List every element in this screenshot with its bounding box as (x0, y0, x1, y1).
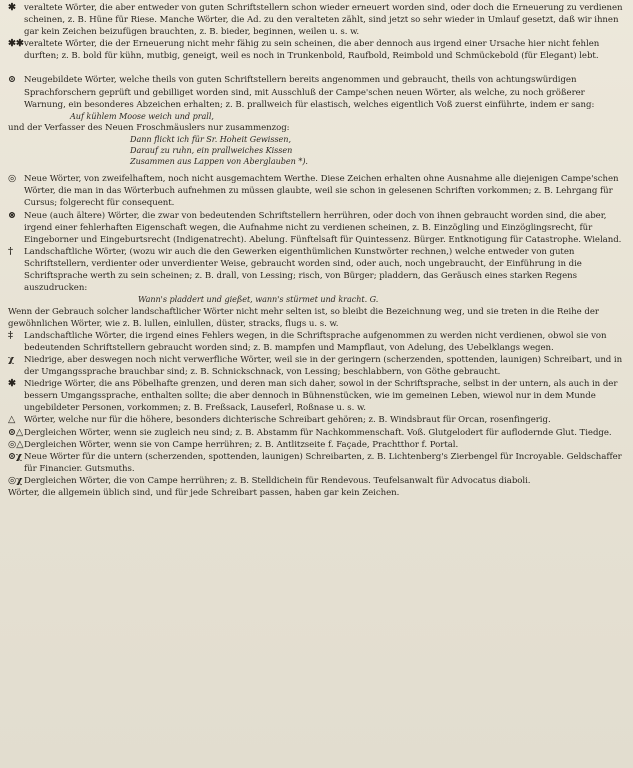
list-item (8, 173, 627, 209)
list-item (8, 306, 627, 330)
list-item (8, 145, 627, 156)
list-item (8, 487, 627, 499)
entry-text: veraltete Wörter, die aber entweder von guten Schriftstellern schon wieder erneuert worden sind, oder doch die Erneuerung zu verdienen scheinen, z. B. Hüne für Riese. Manche Wörter, die Ad. zu den veralteten zählt, sind jetzt so sehr wieder in Umlauf gesetzt, daß wir ihnen gar kein Zeichen beizufügen brauchten, z. B. bieder, beginnen, weilen u. s. w. (24, 3, 623, 38)
list-item (8, 210, 627, 246)
entry-text: Dergleichen Wörter, die von Campe herrühren; z. B. Stelldichein für Rendevous. Teufelsanwalt für Advocatus diaboli. (24, 475, 531, 486)
entry-text: Zusammen aus Lappen von Aberglauben *). (130, 156, 308, 167)
list-item (8, 439, 627, 451)
symbol-mark: † (8, 245, 13, 257)
symbol-mark: ⊙χ (8, 450, 23, 462)
entry-text: Neue (auch ältere) Wörter, die zwar von bedeutenden Schriftstellern herrühren, oder doch von ihnen gebraucht worden sind, die aber, irgend einer fehlerhaften Eigenschaft wegen, die Aufnahme nicht zu verdienen scheinen, z. B. Einzögling und Einzöglingsrecht, für Eingeborner und Eingeburtsrecht (Indigenatrecht). Abelung. Fünftelsaft für Quintessenz. Bürger. Entknotigung für Catastrophe. Wieland. (24, 210, 622, 245)
entry-text: Dergleichen Wörter, wenn sie zugleich neu sind; z. B. Abstamm für Nachkommenschaft. Voß. Glutgelodert für auflodernde Glut. Tiedge. (24, 427, 612, 438)
symbol-mark: ⊙ (8, 74, 16, 86)
entry-text: Wenn der Gebrauch solcher landschaftlicher Wörter nicht mehr selten ist, so bleibt die Bezeichnung weg, und sie treten in die Reihe der gewöhnlichen Wörter, wie z. B. lullen, einlullen, düster, stracks, flugs u. s. w. (8, 306, 599, 329)
symbol-mark: △ (8, 414, 16, 426)
symbol-mark: χ (8, 353, 15, 365)
list-item (8, 122, 627, 134)
entry-text: Wann's pladdert und gießet, wann's stürmet und kracht. G. (138, 294, 379, 305)
list-item (8, 111, 627, 122)
list-item (8, 378, 627, 414)
entry-text: Wörter, welche nur für die höhere, besonders dichterische Schreibart gehören; z. B. Windsbraut für Orcan, rosenfingerig. (24, 415, 551, 426)
list-item (8, 414, 627, 426)
symbol-mark: ◎△ (8, 438, 24, 450)
symbol-mark: ‡ (8, 329, 13, 341)
symbol-mark: ✱ (8, 2, 16, 13)
list-item (8, 2, 627, 38)
symbol-mark: ✱✱ (8, 38, 24, 50)
entry-text: Neugebildete Wörter, welche theils von guten Schriftstellern bereits angenommen und gebraucht, theils von achtungswürdigen Sprachforschern geprüft und gebilliget worden sind, mit Ausschluß der Campe'schen neuen Wörter, als welche, zu noch größerer Warnung, ein besonderes Abzeichen erhalten; z. B. prallweich für elastisch, welches eigentlich Voß zuerst einführte, indem er sang: (24, 75, 595, 110)
entry-text: Landschaftliche Wörter, die irgend eines Fehlers wegen, in die Schriftsprache aufgenommen zu werden nicht verdienen, obwol sie von bedeutenden Schriftstellern gebraucht worden sind; z. B. mampfen und Mampflaut, von Adelung, des Uebelklangs wegen. (24, 330, 607, 353)
symbol-mark: ◎ (8, 173, 17, 185)
symbol-mark: ✱ (8, 378, 16, 390)
entry-text: Auf kühlem Moose weich und prall, (70, 110, 214, 121)
list-item (8, 134, 627, 145)
entry-text: Niedrige, aber deswegen noch nicht verwerfliche Wörter, weil sie in der geringern (scherzenden, spottenden, launigen) Schreibart, und in der Umgangssprache brauchbar sind; z. B. Schnickschnack, von Lessing; beschlabbern, von Göthe gebraucht. (24, 354, 623, 378)
list-item (8, 427, 627, 439)
entry-text: und der Verfasser des Neuen Froschmäuslers nur zusammenzog: (8, 123, 290, 134)
list-item (8, 294, 627, 305)
symbol-mark: ⊗ (8, 209, 16, 221)
entry-text: Wörter, die allgemein üblich sind, und für jede Schreibart passen, haben gar kein Zeichen. (8, 488, 400, 498)
list-item (8, 330, 627, 354)
list-item (8, 74, 627, 110)
symbol-mark: ⊙△ (8, 426, 24, 438)
list-item (8, 38, 627, 62)
symbol-mark: ◎χ (8, 474, 23, 486)
list-item (8, 246, 627, 294)
entry-text: Neue Wörter, von zweifelhaftem, noch nicht ausgemachtem Werthe. Diese Zeichen erhalten ohne Ausnahme alle diejenigen Campe'schen Wörter, die man in das Wörterbuch aufnehmen zu müssen glaubte, weil sie schon in gelesenen Schriften vorkommen; z. B. Lehrgang für Cursus; folgerecht für consequent. (24, 174, 619, 209)
list-item (8, 451, 627, 475)
entry-text: Neue Wörter für die untern (scherzenden, spottenden, launigen) Schreibarten, z. B. Lichtenberg's Zierbengel für Incroyable. Geldschaffer für Financier. Gutsmuths. (24, 451, 622, 474)
list-item (8, 354, 627, 378)
entry-text: Darauf zu ruhn, ein prallweiches Kissen (130, 145, 293, 156)
entry-text: Niedrige Wörter, die ans Pöbelhafte grenzen, und deren man sich daher, sowol in der Schriftsprache, selbst in der untern, als auch in der bessern Umgangssprache, enthalten sollte; die aber dennoch in Bühnenstücken, wie im gemeinen Leben, wiewol nur in dem Munde ungebildeter Personen, vorkommen; z. B. Freßsack, Lauseferl, Roßnase u. s. w. (24, 379, 618, 414)
entries-list (8, 2, 627, 499)
entry-text: Dann flickt ich für Sr. Hoheit Gewissen, (130, 134, 291, 145)
list-item (8, 156, 627, 167)
list-item (8, 475, 627, 487)
entry-text: Landschaftliche Wörter, (wozu wir auch die den Gewerken eigenthümlichen Kunstwörter rechnen,) welche entweder von guten Schriftstellern, verdienter oder unverdienter Weise, gebraucht worden sind, oder auch, noch ungebraucht, der Einführung in die Schriftsprache werth zu sein scheinen; z. B. drall, von Lessing; risch, von Bürger; pladdern, das Geräusch eines starken Regens auszudrucken: (24, 246, 582, 294)
spacer (8, 62, 627, 74)
entry-text: veraltete Wörter, die der Erneuerung nicht mehr fähig zu sein scheinen, die aber dennoch aus irgend einer Ursache hier nicht fehlen durften; z. B. bold für kühn, mutbig, geneigt, weil es noch in Trunkenbold, Raufbold, Reimbold und Schmückebold (für Elegant) lebt. (24, 39, 600, 62)
entry-text: Dergleichen Wörter, wenn sie von Campe herrühren; z. B. Antlitzseite f. Façade, Prachtthor f. Portal. (24, 439, 459, 450)
